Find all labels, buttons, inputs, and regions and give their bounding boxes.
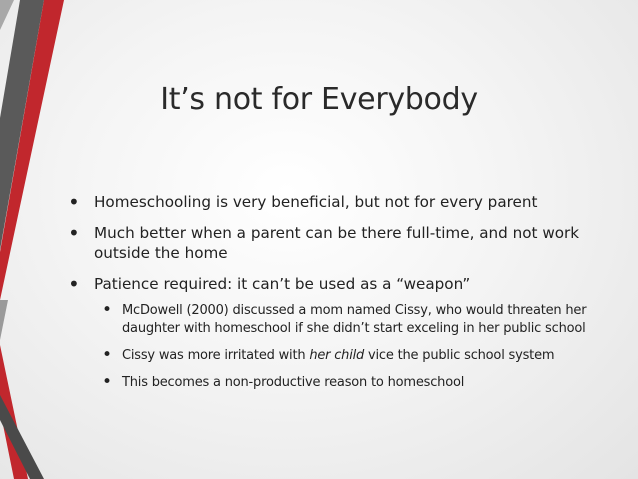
bullet-dot: •	[102, 300, 112, 320]
bullet-dot: •	[68, 221, 80, 245]
bullet-list	[68, 190, 612, 401]
slide-title: It’s not for Everybody	[160, 82, 478, 117]
emphasis-text: her child	[309, 348, 365, 363]
bullet-dot: •	[102, 372, 112, 392]
sub-bullet-text: This becomes a non-productive reason to homeschool	[122, 375, 465, 390]
sub-bullet-item	[102, 347, 612, 365]
bullet-dot: •	[68, 190, 80, 214]
sub-bullet-item	[102, 374, 612, 392]
sub-bullet-text: McDowell (2000) discussed a mom named Cissy, who would threaten her daughter with homeschool if she didn’t start exceling in her public school	[122, 303, 587, 336]
sub-bullet-text-pre: Cissy was more irritated with	[122, 348, 310, 363]
bullet-text: Homeschooling is very beneficial, but not for every parent	[94, 193, 538, 211]
sub-bullet-list	[72, 302, 612, 392]
bullet-item	[68, 190, 612, 214]
bullet-text: Patience required: it can’t be used as a “weapon”	[94, 275, 471, 293]
sub-bullet-item	[102, 302, 612, 338]
sub-bullet-text-post: vice the public school system	[364, 348, 555, 363]
bullet-item	[68, 221, 612, 263]
bullet-dot: •	[102, 345, 112, 365]
bullet-item	[68, 272, 612, 296]
bullet-text: Much better when a parent can be there full-time, and not work outside the home	[94, 224, 580, 262]
bullet-dot: •	[68, 272, 80, 296]
